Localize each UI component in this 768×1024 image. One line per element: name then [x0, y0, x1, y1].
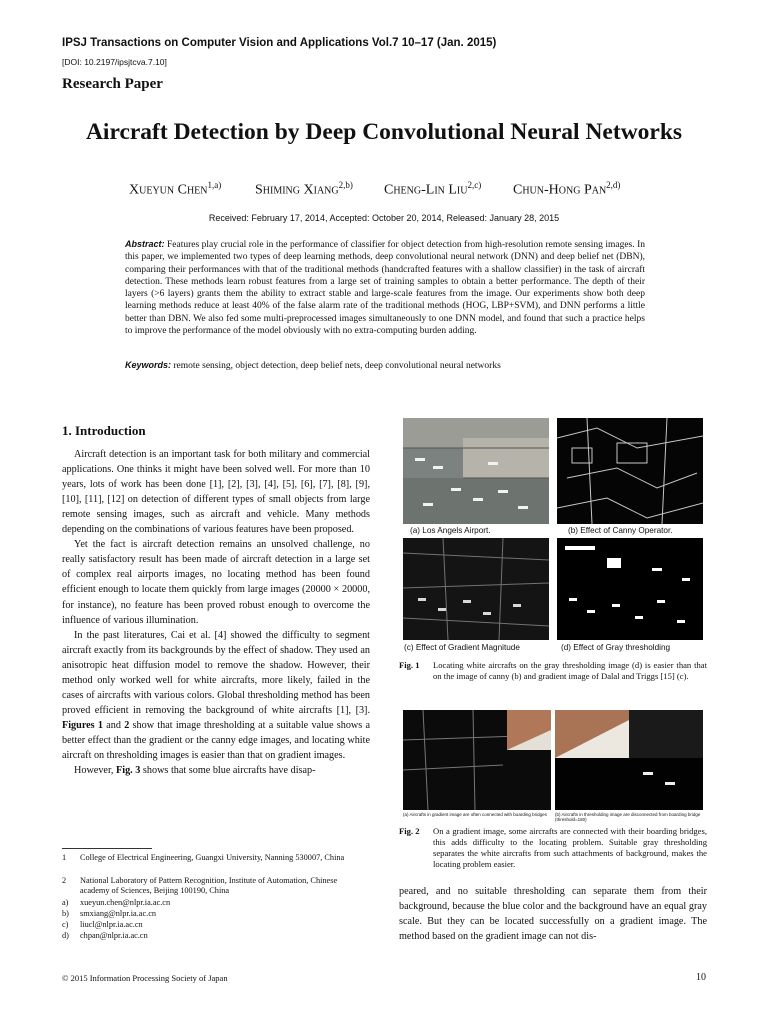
fig2-sub-a: (a) Aircrafts in gradient image are often connected with boarding bridges — [403, 812, 547, 817]
footnote-b: b) smxiang@nlpr.ia.ac.cn — [62, 909, 157, 918]
footnote-2: 2 National Laboratory of Pattern Recognition, Institute of Automation, Chinese academy of Sciences, Beijing 100190, China — [62, 876, 338, 896]
keywords — [125, 359, 645, 372]
fig2-caption: Fig. 2 On a gradient image, some aircrafts are connected with their boarding bridges, this adds difficulty to the locating problem. Suitable gray thresholding separates the white aircrafts from such attachments of background, makes the locating problem easier. — [399, 826, 707, 869]
fig3-ref[interactable]: Fig. 3 — [116, 765, 141, 777]
fig1-caption: Fig. 1 Locating white aircrafts on the gray thresholding image (d) is easier than that on the image of canny (b) and gradient image of Dalal and Triggs [15] (c). — [399, 660, 707, 681]
fig2-sub-b: (b) Aircrafts in thresholding image are disconnected from boarding bridge (threshold=180) — [555, 812, 701, 822]
author-3: Cheng-Lin Liu$^{2,c)}$ — [384, 180, 482, 198]
author-2: Shiming Xiang$^{2,b)}$ — [255, 180, 353, 198]
author-4: Chun-Hong Pan$^{2,d)}$ — [513, 180, 621, 198]
abstract — [125, 238, 645, 337]
fig1-sub-a: (a) Los Angels Airport. — [410, 526, 491, 535]
copyright: © 2015 Information Processing Society of Japan — [62, 973, 228, 983]
fig1-sub-d: (d) Effect of Gray thresholding — [561, 643, 671, 652]
footnote-c: c) liucl@nlpr.ia.ac.cn — [62, 920, 143, 929]
fig2-label: Fig. 2 — [399, 826, 420, 836]
introduction-section — [62, 423, 370, 778]
author-1: Xueyun Chen$^{1,a)}$ — [129, 180, 222, 198]
page-number: 10 — [696, 972, 706, 983]
footnote-a: a) xueyun.chen@nlpr.ia.ac.cn — [62, 898, 171, 907]
fig1-gradient-image — [403, 538, 549, 640]
fig2-gradient-image — [403, 710, 551, 810]
fig2-threshold-image — [555, 710, 703, 810]
fig1-sub-b: (b) Effect of Canny Operator. — [568, 526, 673, 535]
keywords-label: Keywords: — [125, 360, 172, 370]
fig2-ref[interactable]: 2 — [124, 719, 130, 731]
paragraph-1: Aircraft detection is an important task for both military and commercial applications. One thinks it might have been solved well. For more than 10 years, lots of work has been done [1], [2], [3], [4], [5], [6], [7], [8], [9], [10], [11], [12] on detection of different types of small objects from large remote sensing images, such as aircraft and vehicle. Many methods depending on the combinations of various features have been proposed. — [62, 449, 370, 536]
abstract-text: Features play crucial role in the performance of classifier for object detection from high-resolution remote sensing images. In this paper, we implemented two types of deep learning methods, deep convolutional neural network (DNN) and deep belief net (DBN), comparing their performances with that of the traditional methods (handcrafted features with a shallow classifier) in the task of aircraft detection. These methods learn robust features from a large set of training samples to obtain a better performance. The depth of their layers (>6 layers) grants them the ability to extract stable and large-scale features from the image. Our experiments show both deep learning methods reduce at least 40% of the false alarm rate of the traditional methods (HOG, LBP+SVM), and DNN performs a little better than DBN. We also fed some multi-preprocessed images simultaneously to one DNN model, and found that such a practice helps to improve the performance of the model obviously with no extra-computing burden adding. — [125, 240, 645, 337]
paragraph-2: Yet the fact is aircraft detection remains an unsolved challenge, no really satisfactory result has been made of aircraft detection in a large set of complex real airports images, no locating method has been found efficient enough to locate them quickly from large images (20000 × 20000, for instance), no feature has been proved robust enough to overcome the influence of various illumination. — [62, 539, 370, 626]
fig1-canny-image — [557, 418, 703, 524]
paper-title: Aircraft Detection by Deep Convolutional Neural Networks — [85, 119, 683, 145]
fig1-threshold-image — [557, 538, 703, 640]
footnote-rule — [62, 848, 152, 849]
section-heading: 1. Introduction — [62, 423, 146, 438]
column2-text: peared, and no suitable thresholding can separate them from their background, because the blue color and the background have an equal gray scale. But they can be located successfully on a gradient image. The method based on the gradient image can not dis- — [399, 886, 707, 943]
abstract-label: Abstract: — [125, 239, 165, 249]
fig1-ref[interactable]: Figures 1 — [62, 719, 103, 731]
journal-header: IPSJ Transactions on Computer Vision and Applications Vol.7 10–17 (Jan. 2015) — [62, 37, 497, 49]
keywords-text: remote sensing, object detection, deep belief nets, deep convolutional neural networks — [173, 361, 501, 371]
paper-type: Research Paper — [62, 76, 163, 92]
doi-link[interactable]: [DOI: 10.2197/ipsjtcva.7.10] — [62, 57, 167, 67]
footnote-1: 1 College of Electrical Engineering, Guangxi University, Nanning 530007, China — [62, 853, 345, 862]
received-dates: Received: February 17, 2014, Accepted: October 20, 2014, Released: January 28, 2015 — [208, 213, 560, 223]
fig1-sub-c: (c) Effect of Gradient Magnitude — [404, 643, 520, 652]
paragraph-3: In the past literatures, Cai et al. [4] showed the difficulty to segment aircraft exactly from its backgrounds by the effect of shadow. They used an anisotropic heat diffusion model to remove the shadow. However, their method only worked well for white aircrafts, more likely, failed in the cases of aircrafts with various colors. Global thresholding method has been proved efficient in removing the background of white aircrafts [1], [3]. Figures 1 and 2 show that image thresholding at a suitable value shows a better effect than the gradient or the canny edge images, and locating white aircraft on thresholding images is easier than that on gradient images. — [62, 629, 371, 761]
footnote-d: d) chpan@nlpr.ia.ac.cn — [62, 931, 148, 940]
fig1-airport-image — [403, 418, 549, 524]
fig1-label: Fig. 1 — [399, 660, 420, 670]
paragraph-4: However, Fig. 3 shows that some blue aircrafts have disap- — [74, 765, 316, 777]
